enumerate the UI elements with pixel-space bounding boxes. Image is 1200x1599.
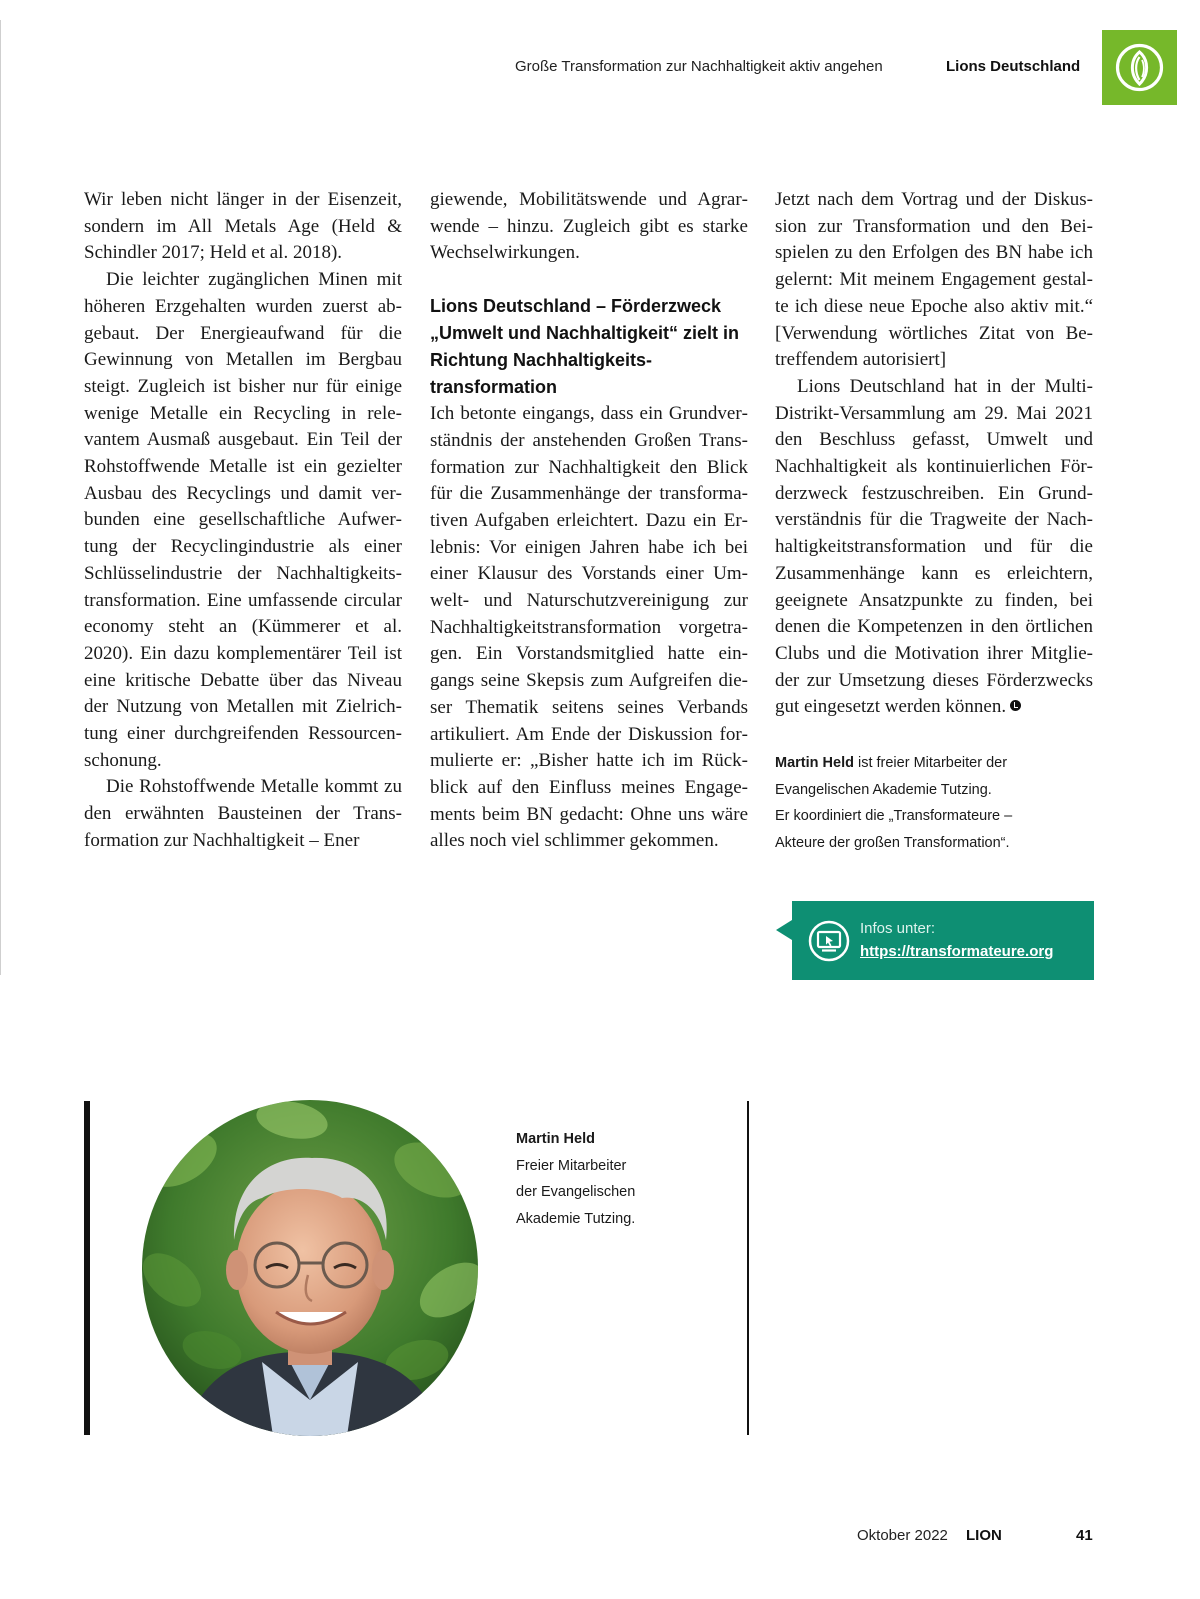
end-of-article-icon: [1010, 700, 1021, 711]
bio-author-name: Martin Held: [775, 755, 854, 771]
page-edge-rule: [0, 20, 1, 975]
running-header-topic: Große Transformation zur Nachhaltigkeit aktiv angehen: [515, 58, 883, 75]
portrait-caption: [516, 1126, 726, 1232]
page-number: 41: [1076, 1527, 1093, 1544]
article-column-1: [84, 187, 402, 855]
caption-line: der Evangelischen: [516, 1184, 636, 1200]
portrait-photo: [142, 1100, 478, 1436]
paragraph: [775, 374, 1093, 721]
bio-line-3: Er koordiniert die „Transformateure –: [775, 808, 1013, 824]
article-column-3: [775, 187, 1093, 721]
bio-line-4: Akteure der großen Transformation“.: [775, 834, 1010, 851]
portrait-left-bar: [84, 1101, 90, 1435]
paragraph: Ich betonte eingangs, dass ein Grundverständnis der anstehenden Großen Transformation zur Nachhaltigkeit den Blick für die Zusammenhänge der transformativen Aufgaben erleichtert. Dazu ein Erlebnis: Vor einigen Jahren habe ich bei einer Klausur des Vorstands einer Umwelt- und Naturschutzvereinigung zur Nachhaltigkeitstransformation vorgetragen. Ein Vorstandsmitglied hatte eingangs seine Skepsis zum Aufgreifen dieser Thematik seitens seines Verbands artikuliert. Am Ende der Diskussion formulierte er: „Bisher hatte ich im Rückblick auf den Einfluss meines Engagements beim BN gedacht: Ohne uns wäre alles noch viel schlimmer gekommen.: [430, 403, 748, 852]
paragraph: Jetzt nach dem Vortrag und der Diskussion zur Transformation und den Beispielen zu den Erfolgen des BN habe ich gelernt: Mit meinem Engagement gestalte ich diese neue Epoche also aktiv mit.“ [Verwendung wörtliches Zitat von Betreffendem autorisiert]: [775, 189, 1093, 371]
info-box-pointer: [776, 920, 792, 940]
paragraph: Wir leben nicht länger in der Eisenzeit, sondern im All Metals Age (Held & Schindler 2017; Held et al. 2018).: [84, 189, 402, 264]
paragraph-text: Lions Deutschland hat in der Multi-Distrikt-Versammlung am 29. Mai 2021 den Beschluss gefasst, Umwelt und Nachhaltigkeit als kontinuierlichen Förderzweck festzuschreiben. Ein Grundverständnis für die Tragweite der Nachhaltigkeitstransformation und für die Zusammenhänge kann es erleichtern, geeignete Ansatzpunkte zu finden, bei denen die Kompetenzen in den örtlichen Clubs und die Motivation ihrer Mitglieder zur Umsetzung dieses Förderzwecks gut eingesetzt werden können.: [775, 375, 1093, 718]
portrait-right-bar: [747, 1101, 749, 1435]
footer-magazine-name: LION: [966, 1527, 1002, 1544]
paragraph: Die leichter zugänglichen Minen mit höheren Erzgehalten wurden zuerst abgebaut. Der Energieaufwand für die Gewinnung von Metallen im Bergbau steigt. Zugleich ist bisher nur für einige wenige Metalle ein Recycling in relevantem Ausmaß ausgebaut. Ein Teil der Rohstoffwende Metalle ist ein gezielter Ausbau des Recyclings und damit verbunden eine gesellschaftliche Aufwertung der Recyclingindustrie als einer Schlüsselindustrie der Nachhaltigkeitstransformation. Eine umfassende circular economy steht an (Kümmerer et al. 2020). Ein dazu komplementärer Teil ist eine kritische Debatte über das Niveau der Nutzung von Metallen mit Zielrichtung einer durchgreifenden Ressourcenschonung.: [84, 269, 402, 771]
caption-line: Akademie Tutzing.: [516, 1210, 636, 1227]
info-link[interactable]: https://transformateure.org: [860, 943, 1054, 960]
section-subheading: Lions Deutschland – Förderzweck „Umwelt und Nachhaltigkeit“ zielt in Richtung Nachhaltigkeitstransformation: [430, 296, 740, 398]
footer-issue-date: Oktober 2022: [857, 1527, 948, 1544]
web-link-icon: [808, 920, 850, 962]
lions-leaf-icon: [1115, 43, 1164, 92]
lions-logo: [1102, 30, 1177, 105]
paragraph: Die Rohstoffwende Metalle kommt zu den erwähnten Bausteinen der Transformation zur Nachhaltigkeit – Ener: [84, 776, 402, 851]
bio-line-1: [775, 750, 1105, 777]
info-label: Infos unter:: [860, 920, 936, 937]
bio-line-2: Evangelischen Akademie Tutzing.: [775, 781, 992, 798]
info-box: [792, 901, 1094, 980]
bio-line-1-text: ist freier Mitarbeiter der: [853, 755, 1008, 771]
author-bio: [775, 750, 1105, 856]
paragraph: giewende, Mobilitätswende und Agrarwende – hinzu. Zugleich gibt es starke Wechselwirkungen.: [430, 189, 748, 264]
running-header-brand: Lions Deutschland: [946, 58, 1081, 75]
article-column-2: [430, 187, 748, 855]
caption-name: Martin Held: [516, 1131, 595, 1147]
caption-line: Freier Mitarbeiter: [516, 1157, 627, 1174]
